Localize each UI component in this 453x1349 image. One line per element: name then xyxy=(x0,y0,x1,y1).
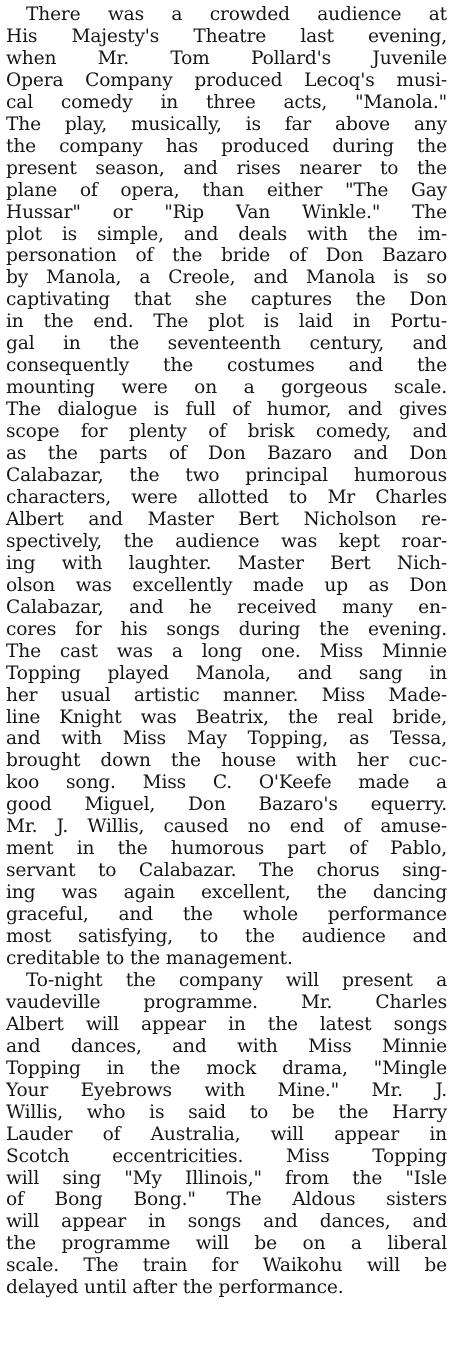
text-line: To-night the company will present a xyxy=(26,969,447,991)
text-line: ment in the humorous part of Pablo, xyxy=(6,838,447,860)
text-line: of Bong Bong." The Aldous sisters xyxy=(6,1189,447,1211)
text-line: will sing "My Illinois," from the "Isle xyxy=(6,1167,447,1189)
text-line: and dances, and with Miss Minnie xyxy=(6,1035,447,1057)
text-line: Scotch eccentricities. Miss Topping xyxy=(6,1145,447,1167)
text-line: servant to Calabazar. The chorus sing- xyxy=(6,860,447,882)
text-line: by Manola, a Creole, and Manola is so xyxy=(6,267,447,289)
text-line: scale. The train for Waikohu will be xyxy=(6,1255,447,1277)
text-line: will appear in songs and dances, and xyxy=(6,1211,447,1233)
text-line: the programme will be on a liberal xyxy=(6,1233,447,1255)
text-line: The dialogue is full of humor, and gives xyxy=(6,399,447,421)
text-line: her usual artistic manner. Miss Made- xyxy=(6,684,447,706)
text-line: Your Eyebrows with Mine." Mr. J. xyxy=(6,1079,447,1101)
text-line: Mr. J. Willis, caused no end of amuse- xyxy=(6,816,447,838)
text-line: olson was excellently made up as Don xyxy=(6,574,447,596)
text-line: personation of the bride of Don Bazaro xyxy=(6,245,447,267)
text-line: and with Miss May Topping, as Tessa, xyxy=(6,728,447,750)
text-line: plot is simple, and deals with the im- xyxy=(6,223,447,245)
text-line: captivating that she captures the Don xyxy=(6,289,447,311)
text-line: the company has produced during the xyxy=(6,135,447,157)
text-line: spectively, the audience was kept roar- xyxy=(6,530,447,552)
text-line: There was a crowded audience at xyxy=(26,4,447,25)
text-line: Topping in the mock drama, "Mingle xyxy=(6,1057,447,1079)
text-line: Opera Company produced Lecoq's musi- xyxy=(6,69,447,91)
text-line: Hussar" or "Rip Van Winkle." The xyxy=(6,201,447,223)
text-line: line Knight was Beatrix, the real bride, xyxy=(6,706,447,728)
review-paragraph xyxy=(6,4,447,970)
text-line: when Mr. Tom Pollard's Juvenile xyxy=(6,47,447,69)
text-line: Lauder of Australia, will appear in xyxy=(6,1123,447,1145)
text-line: Albert and Master Bert Nicholson re- xyxy=(6,508,447,530)
text-line: in the end. The plot is laid in Portu- xyxy=(6,311,447,333)
text-line: gal in the seventeenth century, and xyxy=(6,333,447,355)
text-line: creditable to the management. xyxy=(6,947,293,969)
text-line: delayed until after the performance. xyxy=(6,1277,344,1299)
text-line: The cast was a long one. Miss Minnie xyxy=(6,640,447,662)
text-line: cores for his songs during the evening. xyxy=(6,618,447,640)
text-line: as the parts of Don Bazaro and Don xyxy=(6,443,447,465)
text-line: consequently the costumes and the xyxy=(6,355,447,377)
text-line: Albert will appear in the latest songs xyxy=(6,1013,447,1035)
text-line: most satisfying, to the audience and xyxy=(6,926,447,948)
text-line: graceful, and the whole performance xyxy=(6,904,447,926)
text-line: vaudeville programme. Mr. Charles xyxy=(6,991,447,1013)
text-line: Willis, who is said to be the Harry xyxy=(6,1101,447,1123)
text-line: ing was again excellent, the dancing xyxy=(6,882,447,904)
text-line: Calabazar, and he received many en- xyxy=(6,596,447,618)
text-line: scope for plenty of brisk comedy, and xyxy=(6,421,447,443)
text-line: koo song. Miss C. O'Keefe made a xyxy=(6,772,447,794)
text-line: characters, were allotted to Mr Charles xyxy=(6,486,447,508)
text-line: present season, and rises nearer to the xyxy=(6,157,447,179)
text-line: good Miguel, Don Bazaro's equerry. xyxy=(6,794,447,816)
text-line: His Majesty's Theatre last evening, xyxy=(6,25,447,47)
announcement-paragraph xyxy=(6,970,447,1299)
text-line: plane of opera, than either "The Gay xyxy=(6,179,447,201)
text-line: Topping played Manola, and sang in xyxy=(6,662,447,684)
text-line: Calabazar, the two principal humorous xyxy=(6,465,447,487)
text-line: brought down the house with her cuc- xyxy=(6,750,447,772)
text-line: The play, musically, is far above any xyxy=(6,113,447,135)
text-line: ing with laughter. Master Bert Nich- xyxy=(6,552,447,574)
text-line: mounting were on a gorgeous scale. xyxy=(6,377,447,399)
text-line: cal comedy in three acts, "Manola." xyxy=(6,91,447,113)
